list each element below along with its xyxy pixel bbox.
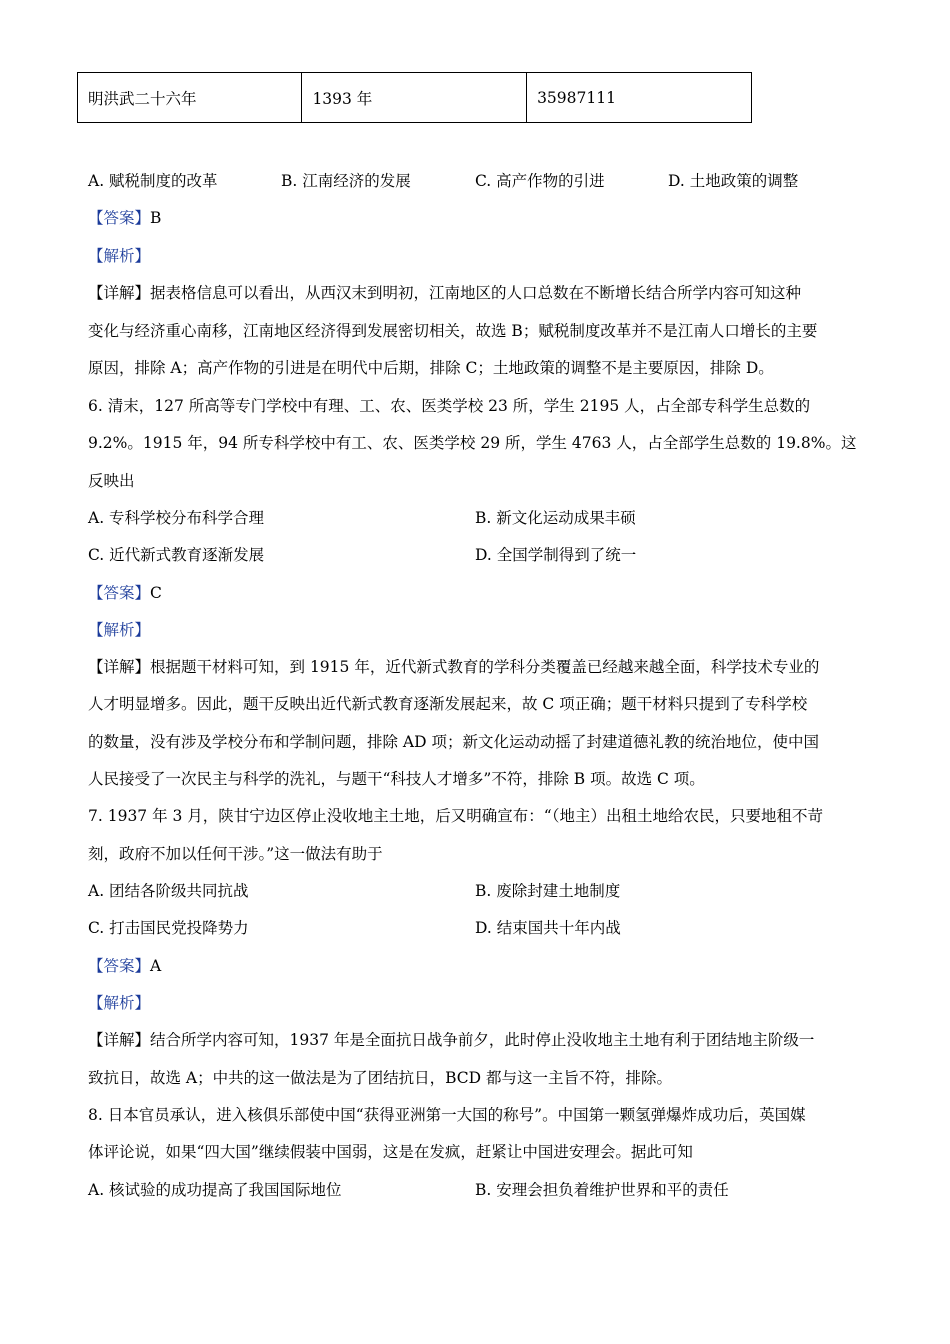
- q6-analysis-label: [88, 620, 150, 640]
- detail-label: 【详解】: [88, 1031, 151, 1049]
- q6-stem-line-1: 6. 清末，127 所高等专门学校中有理、工、农、医类学校 23 所，学生 2195 人，占全部专科学生总数的: [88, 397, 811, 415]
- q6-detail-line-2: 人才明显增多。因此，题干反映出近代新式教育逐渐发展起来，故 C 项正确；题干材料只提到了专科学校: [88, 695, 808, 713]
- q5-analysis-label: [88, 246, 150, 266]
- q5-option-c: C. 高产作物的引进: [475, 172, 605, 190]
- q6-detail-line-1: [88, 657, 819, 677]
- analysis-label: 【解析】: [88, 247, 151, 265]
- q7-option-d: D. 结束国共十年内战: [475, 919, 621, 937]
- q5-option-d: D. 土地政策的调整: [668, 172, 799, 190]
- answer-label: 【答案】: [88, 957, 151, 975]
- detail-label: 【详解】: [88, 658, 151, 676]
- detail-label: 【详解】: [88, 284, 151, 302]
- detail-text: 结合所学内容可知，1937 年是全面抗日战争前夕，此时停止没收地主土地有利于团结地主阶级一: [150, 1031, 815, 1049]
- table-row: [78, 73, 752, 123]
- q6-option-d: D. 全国学制得到了统一: [475, 546, 637, 564]
- q6-option-a: A. 专科学校分布科学合理: [88, 509, 265, 527]
- q7-option-a: A. 团结各阶级共同抗战: [88, 882, 249, 900]
- q7-stem-line-2: 刻，政府不加以任何干涉。”这一做法有助于: [88, 845, 383, 863]
- q8-stem-line-1: 8. 日本官员承认，进入核俱乐部使中国“获得亚洲第一大国的称号”。中国第一颗氢弹爆炸成功后，英国媒: [88, 1106, 806, 1124]
- q5-option-b: B. 江南经济的发展: [281, 172, 411, 190]
- table-cell-population: 35987111: [527, 73, 752, 123]
- q6-stem-line-3: 反映出: [88, 472, 135, 490]
- population-table: [77, 72, 752, 123]
- answer-label: 【答案】: [88, 584, 151, 602]
- q6-answer: [88, 583, 162, 603]
- q7-detail-line-2: 致抗日，故选 A；中共的这一做法是为了团结抗日，BCD 都与这一主旨不符，排除。: [88, 1069, 673, 1087]
- answer-value: A: [150, 957, 162, 975]
- table-cell-dynasty: 明洪武二十六年: [78, 73, 302, 123]
- q6-stem-line-2: 9.2%。1915 年，94 所专科学校中有工、农、医类学校 29 所，学生 4763 人，占全部学生总数的 19.8%。这: [88, 434, 857, 452]
- q5-detail-line-2: 变化与经济重心南移，江南地区经济得到发展密切相关，故选 B；赋税制度改革并不是江南人口增长的主要: [88, 322, 818, 340]
- q5-option-a: A. 赋税制度的改革: [88, 172, 218, 190]
- q5-detail-line-3: 原因，排除 A；高产作物的引进是在明代中后期，排除 C；土地政策的调整不是主要原因，排除 D。: [88, 359, 774, 377]
- q8-option-b: B. 安理会担负着维护世界和平的责任: [475, 1181, 729, 1199]
- analysis-label: 【解析】: [88, 621, 151, 639]
- q5-answer: [88, 208, 161, 228]
- q7-detail-line-1: [88, 1030, 814, 1050]
- q8-option-a: A. 核试验的成功提高了我国国际地位: [88, 1181, 342, 1199]
- answer-label: 【答案】: [88, 209, 151, 227]
- q6-detail-line-3: 的数量，没有涉及学校分布和学制问题，排除 AD 项；新文化运动动摇了封建道德礼教的统治地位，使中国: [88, 733, 819, 751]
- q6-option-c: C. 近代新式教育逐渐发展: [88, 546, 265, 564]
- q7-answer: [88, 956, 161, 976]
- q5-detail-line-1: [88, 283, 801, 303]
- q7-option-b: B. 废除封建土地制度: [475, 882, 621, 900]
- q6-option-b: B. 新文化运动成果丰硕: [475, 509, 636, 527]
- answer-value: B: [150, 209, 162, 227]
- table-cell-year: 1393 年: [302, 73, 527, 123]
- q7-option-c: C. 打击国民党投降势力: [88, 919, 249, 937]
- q7-analysis-label: [88, 993, 150, 1013]
- q7-stem-line-1: 7. 1937 年 3 月，陕甘宁边区停止没收地主土地，后又明确宣布：“（地主）出租土地给农民，只要地租不苛: [88, 807, 823, 825]
- detail-text: 据表格信息可以看出，从西汉末到明初，江南地区的人口总数在不断增长结合所学内容可知这种: [150, 284, 802, 302]
- q6-detail-line-4: 人民接受了一次民主与科学的洗礼，与题干“科技人才增多”不符，排除 B 项。故选 C 项。: [88, 770, 705, 788]
- detail-text: 根据题干材料可知，到 1915 年，近代新式教育的学科分类覆盖已经越来越全面，科学技术专业的: [150, 658, 820, 676]
- answer-value: C: [150, 584, 162, 602]
- q8-stem-line-2: 体评论说，如果“四大国”继续假装中国弱，这是在发疯，赶紧让中国进安理会。据此可知: [88, 1143, 693, 1161]
- analysis-label: 【解析】: [88, 994, 151, 1012]
